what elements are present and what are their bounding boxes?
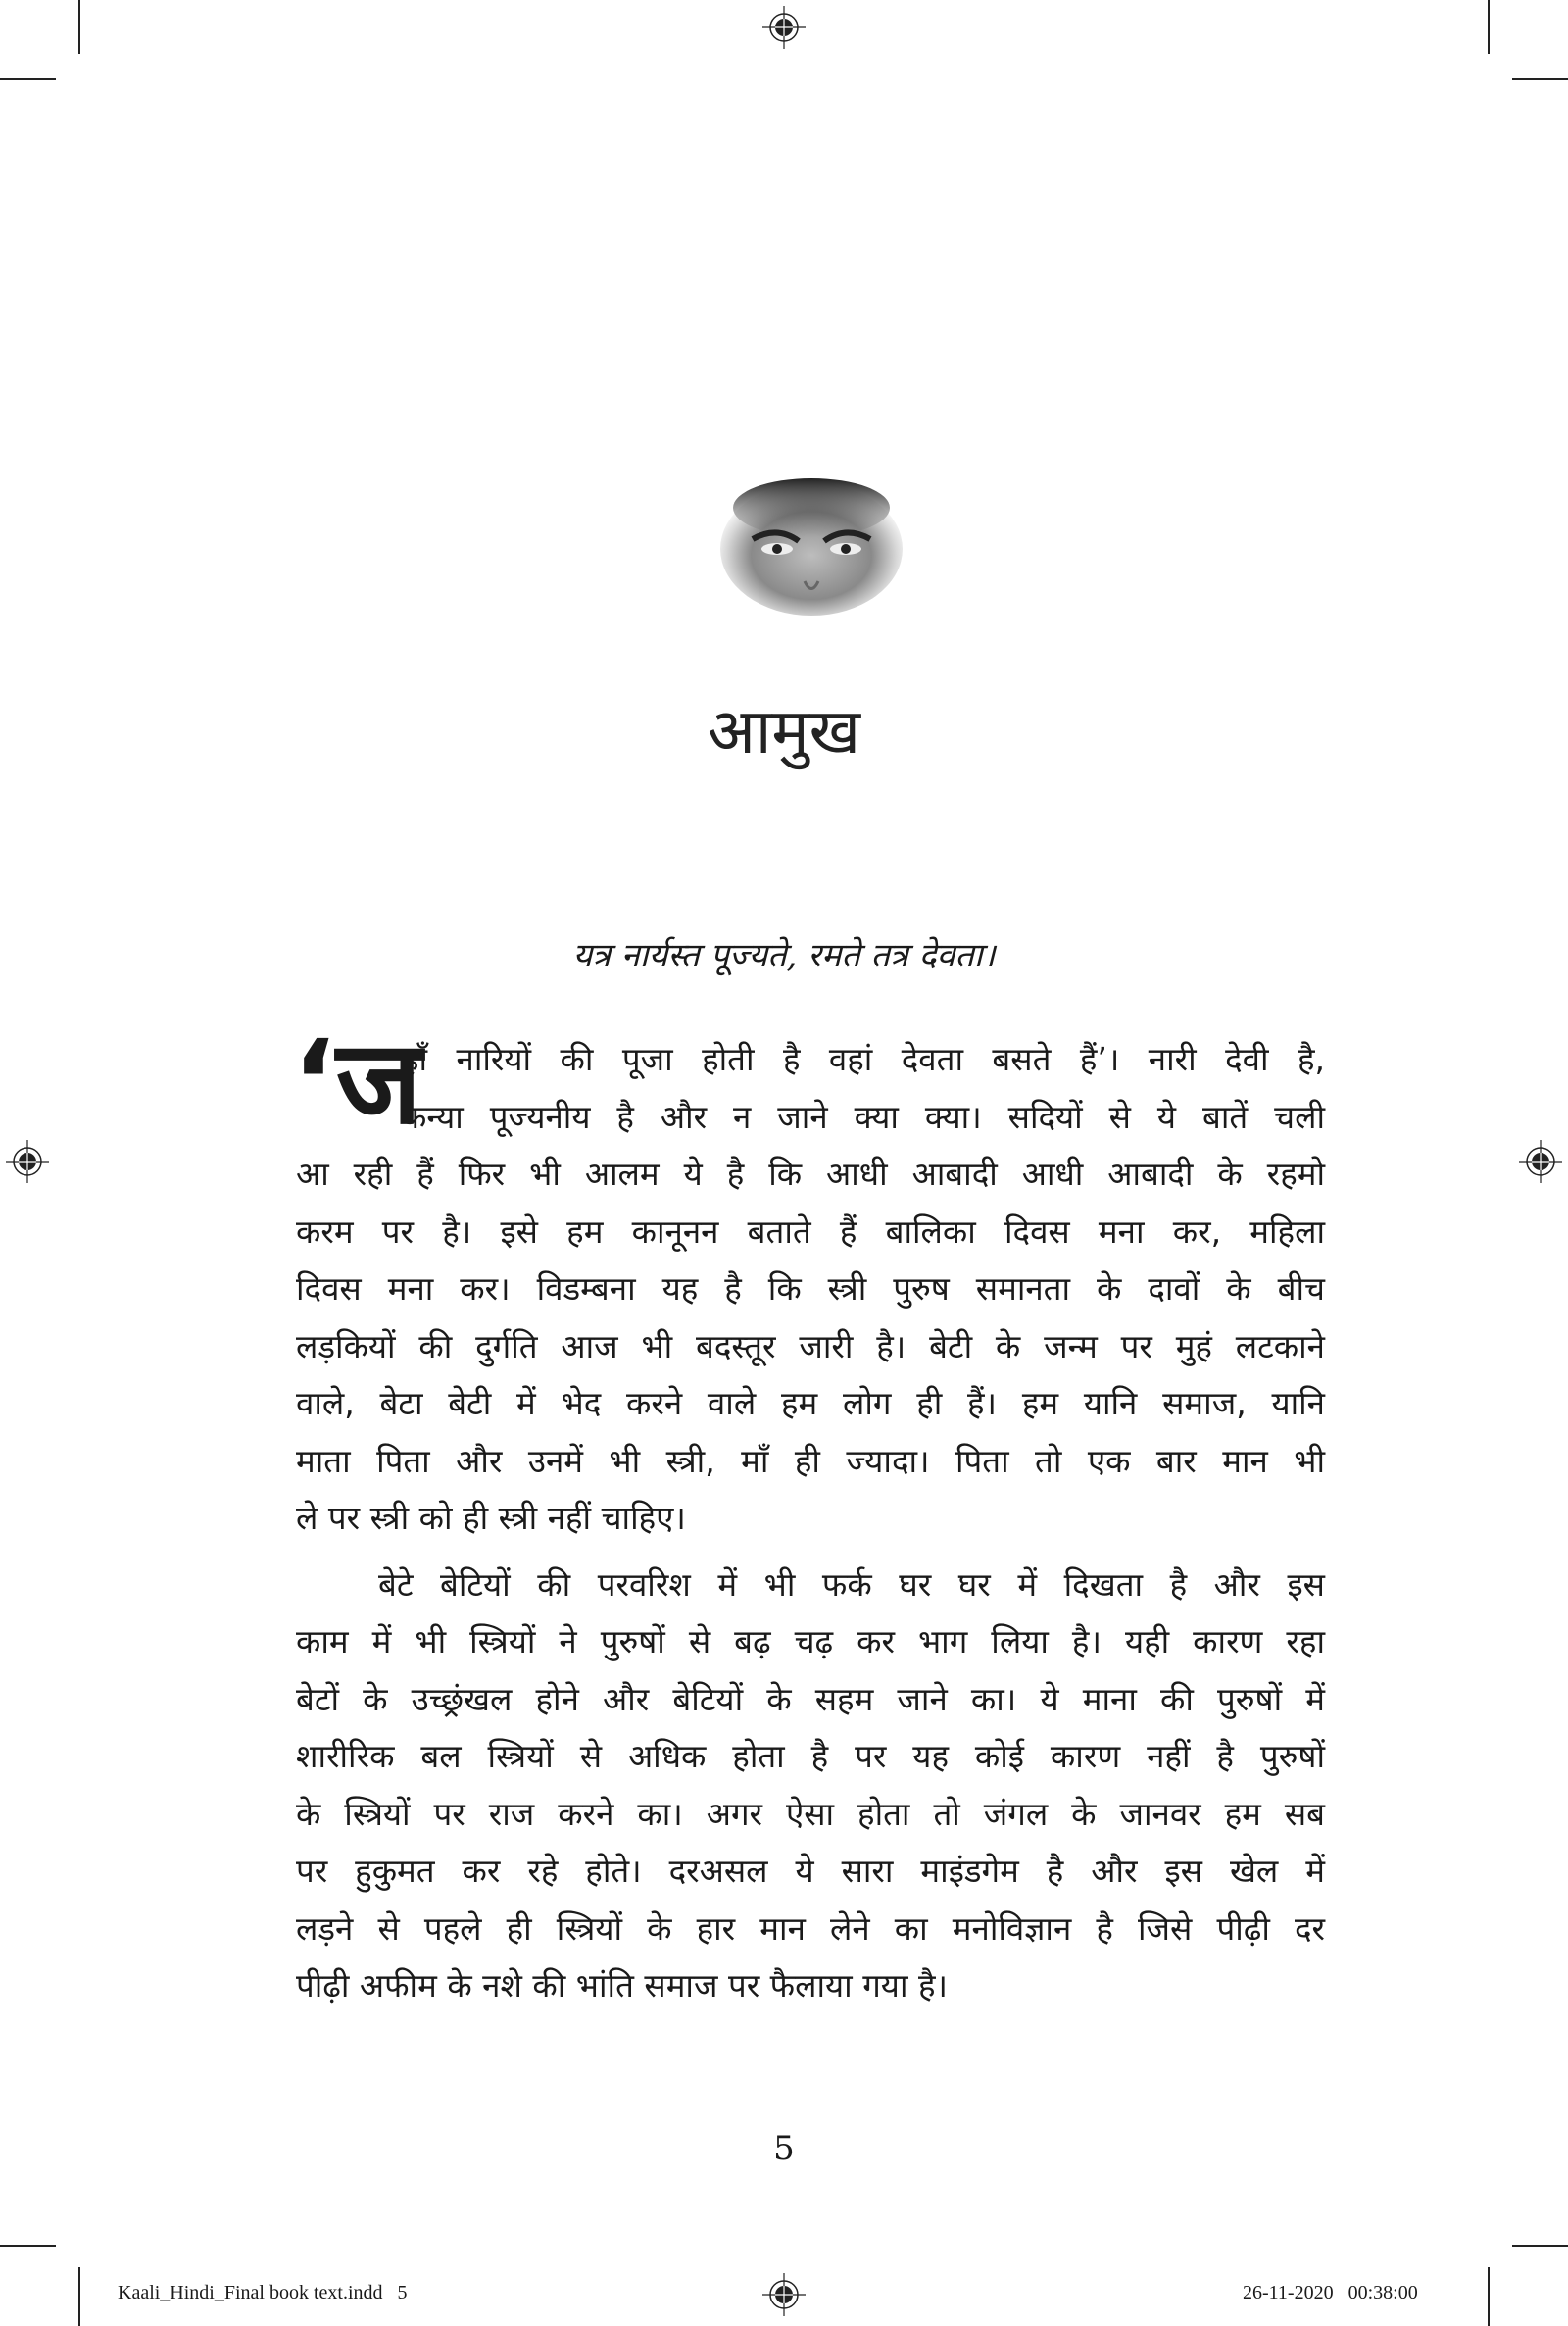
text-line: हाँ नारियों की पूजा होती है वहां देवता बसते हैं’। नारी देवी है, bbox=[402, 1040, 1325, 1078]
crop-mark-top-left-h bbox=[0, 78, 56, 80]
crop-mark-top-right-v bbox=[1488, 0, 1490, 54]
registration-mark-icon bbox=[1519, 1140, 1562, 1183]
registration-mark-icon bbox=[762, 6, 806, 49]
text-line: कन्या पूज्यनीय है और न जाने क्या क्या। सदियों से ये बातें चली bbox=[402, 1097, 1325, 1136]
text-line: वाले, बेटा बेटी में भेद करने वाले हम लोग ही हैं। हम यानि समाज, यानि bbox=[296, 1384, 1325, 1422]
text-line: बेटे बेटियों की परवरिश में भी फर्क घर घर में दिखता है और इस bbox=[378, 1564, 1325, 1604]
crop-mark-bottom-right-v bbox=[1488, 2267, 1490, 2326]
text-line: आ रही हैं फिर भी आलम ये है कि आधी आबादी आधी आबादी के रहमो bbox=[296, 1155, 1325, 1193]
paragraph-2 bbox=[296, 1557, 1325, 2015]
text-line: लड़ने से पहले ही स्त्रियों के हार मान लेने का मनोविज्ञान है जिसे पीढ़ी दर bbox=[296, 1908, 1325, 1948]
text-line: लड़कियों की दुर्गति आज भी बदस्तूर जारी है। बेटी के जन्म पर मुहं लटकाने bbox=[296, 1326, 1325, 1365]
crop-mark-top-left-v bbox=[78, 0, 80, 54]
chapter-title: आमुख bbox=[707, 696, 861, 768]
crop-mark-bottom-left-h bbox=[0, 2245, 56, 2247]
text-line: के स्त्रियों पर राज करने का। अगर ऐसा होता तो जंगल के जानवर हम सब bbox=[296, 1794, 1325, 1833]
text-line: पीढ़ी अफीम के नशे की भांति समाज पर फैलाया गया है। bbox=[296, 1966, 949, 2004]
text-line: करम पर है। इसे हम कानूनन बताते हैं बालिका दिवस मना कर, महिला bbox=[296, 1212, 1325, 1251]
slug-timestamp: 26-11-2020 00:38:00 bbox=[1243, 2282, 1418, 2303]
text-line: पर हुकुमत कर रहे होते। दरअसल ये सारा माइंडगेम है और इस खेल में bbox=[296, 1852, 1325, 1890]
crop-mark-bottom-right-h bbox=[1512, 2245, 1568, 2247]
crop-mark-top-right-h bbox=[1512, 78, 1568, 80]
slug-file-name: Kaali_Hindi_Final book text.indd 5 bbox=[118, 2282, 408, 2303]
text-line: ले पर स्त्री को ही स्त्री नहीं चाहिए। bbox=[296, 1499, 686, 1537]
text-line: बेटों के उच्छ्रंखल होने और बेटियों के सहम जाने का। ये माना की पुरुषों में bbox=[296, 1679, 1325, 1718]
paragraph-1 bbox=[292, 1015, 1325, 1548]
text-line: शारीरिक बल स्त्रियों से अधिक होता है पर यह कोई कारण नहीं है पुरुषों bbox=[296, 1737, 1325, 1775]
page-number: 5 bbox=[773, 2129, 795, 2168]
registration-mark-icon bbox=[762, 2273, 806, 2316]
text-line: माता पिता और उनमें भी स्त्री, माँ ही ज्यादा। पिता तो एक बार मान भी bbox=[296, 1441, 1325, 1480]
crop-mark-bottom-left-v bbox=[78, 2267, 80, 2326]
registration-mark-icon bbox=[6, 1140, 49, 1183]
epigraph: यत्र नार्यस्त पूज्यते, रमते तत्र देवता। bbox=[572, 936, 996, 975]
text-line: दिवस मना कर। विडम्बना यह है कि स्त्री पुरुष समानता के दावों के बीच bbox=[296, 1269, 1325, 1308]
text-line: काम में भी स्त्रियों ने पुरुषों से बढ़ चढ़ कर भाग लिया है। यही कारण रहा bbox=[296, 1622, 1325, 1660]
face-illustration bbox=[718, 478, 905, 616]
body-text bbox=[292, 1015, 1325, 2015]
drop-cap: ‘ज bbox=[292, 1015, 422, 1150]
